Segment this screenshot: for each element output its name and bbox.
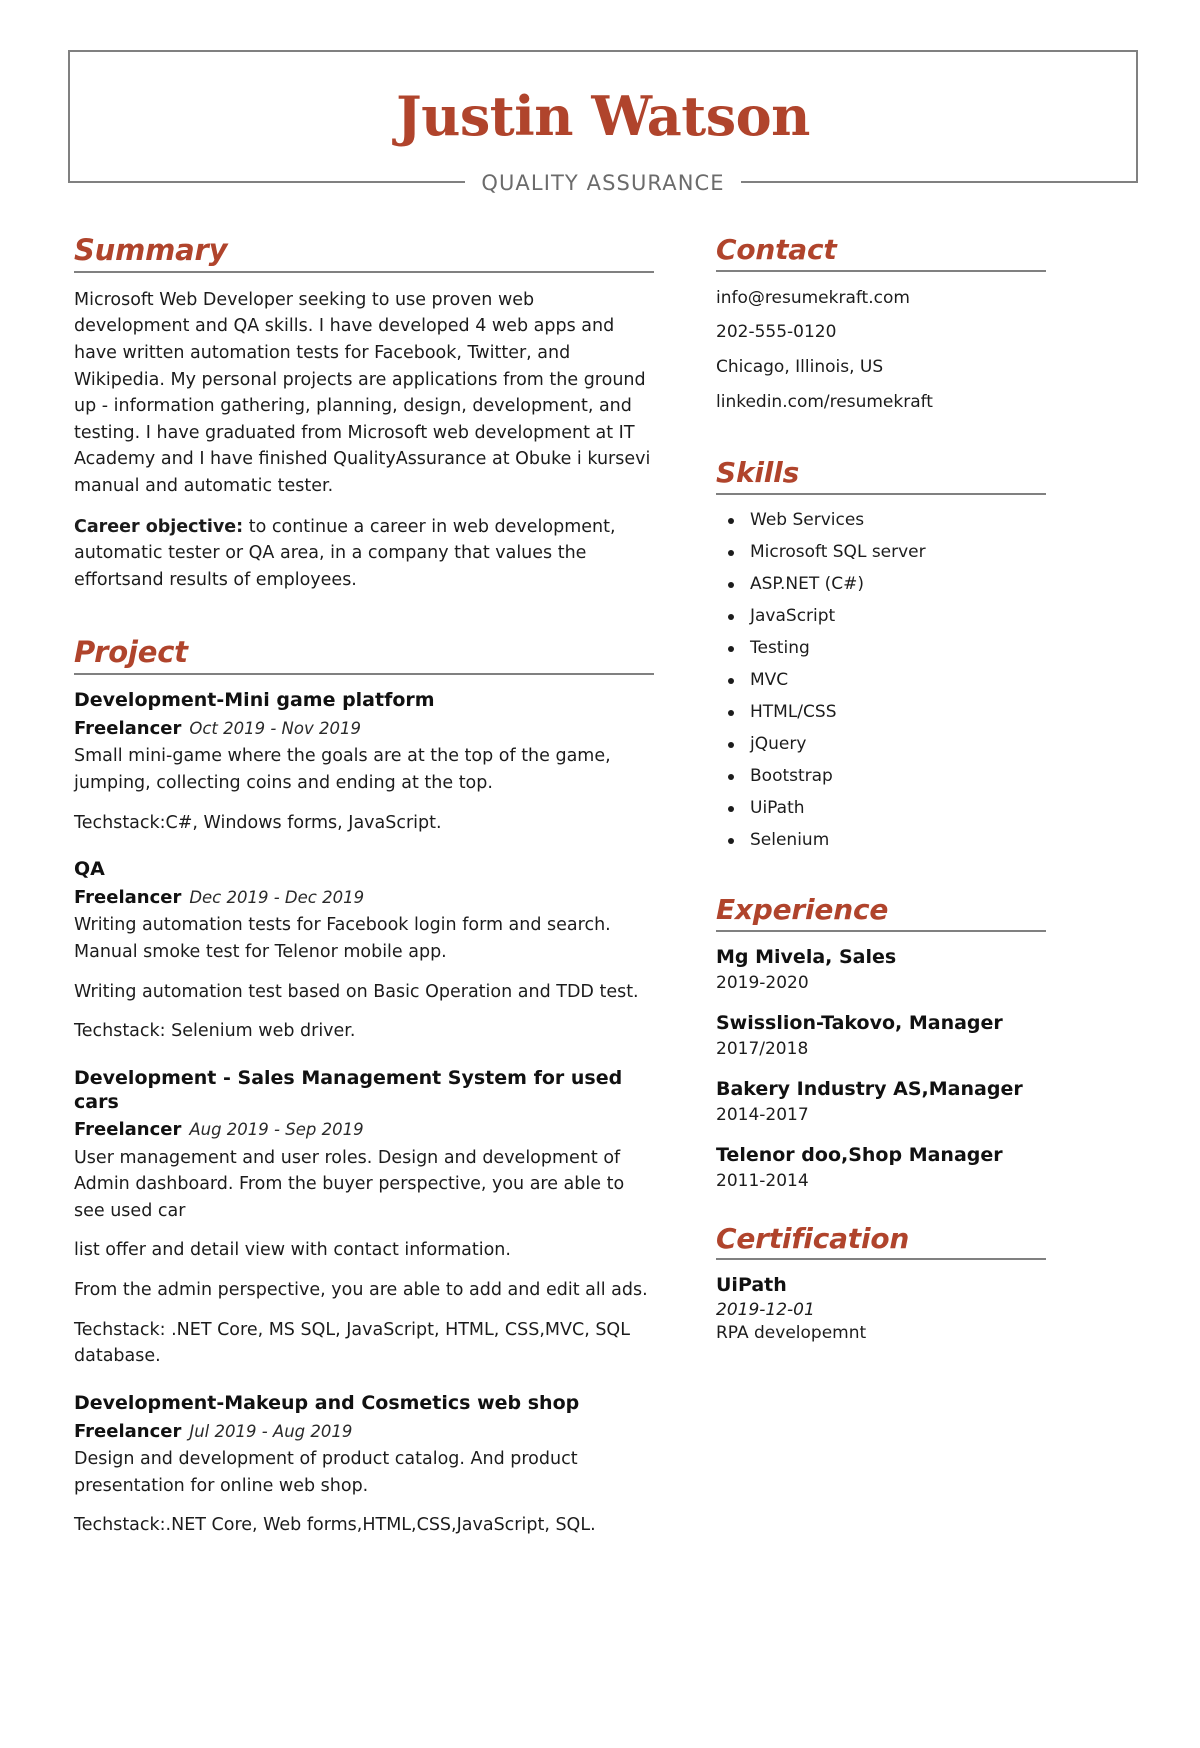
career-objective-label: Career objective: bbox=[74, 516, 244, 537]
experience-title: Telenor doo,Shop Manager bbox=[716, 1143, 1003, 1166]
project-dates: Jul 2019 - Aug 2019 bbox=[189, 1421, 353, 1441]
experience-entry bbox=[716, 946, 1046, 994]
skill-item: Selenium bbox=[720, 829, 1046, 852]
section-summary bbox=[74, 235, 654, 593]
project-dates: Dec 2019 - Dec 2019 bbox=[189, 887, 365, 907]
experience-title: Mg Mivela, Sales bbox=[716, 946, 897, 969]
skill-item: Testing bbox=[720, 637, 1046, 660]
project-entry bbox=[74, 1067, 654, 1370]
contact-location: Chicago, Illinois, US bbox=[716, 357, 884, 378]
skill-item: Web Services bbox=[720, 509, 1046, 532]
skill-item: UiPath bbox=[720, 797, 1046, 820]
project-title: Development-Mini game platform bbox=[74, 689, 435, 712]
project-description: Design and development of product catalog. And product presentation for online web shop. bbox=[74, 1448, 578, 1496]
left-column bbox=[74, 235, 678, 1561]
candidate-name: Justin Watson bbox=[396, 84, 810, 148]
project-meta bbox=[74, 1118, 654, 1141]
resume-page bbox=[0, 50, 1200, 1748]
skills-heading: Skills bbox=[716, 458, 1046, 495]
project-techstack: Techstack:C#, Windows forms, JavaScript. bbox=[74, 812, 442, 833]
certification-title: UiPath bbox=[716, 1274, 787, 1297]
project-description: User management and user roles. Design and development of Admin dashboard. From the buyer perspective, you are able to see used car bbox=[74, 1147, 625, 1221]
certification-date: 2019-12-01 bbox=[716, 1300, 815, 1321]
project-role: Freelancer bbox=[74, 1119, 182, 1141]
project-extra: Writing automation test based on Basic Operation and TDD test. bbox=[74, 981, 639, 1002]
project-heading: Project bbox=[74, 637, 654, 675]
right-column bbox=[716, 235, 1046, 1367]
experience-entry bbox=[716, 1144, 1046, 1192]
skills-list bbox=[716, 509, 1046, 851]
project-meta bbox=[74, 1420, 654, 1443]
project-role: Freelancer bbox=[74, 886, 182, 908]
career-objective bbox=[74, 514, 654, 594]
experience-dates: 2014-2017 bbox=[716, 1104, 809, 1125]
project-techstack: Techstack: .NET Core, MS SQL, JavaScript, HTML, CSS,MVC, SQL database. bbox=[74, 1319, 630, 1367]
project-entry bbox=[74, 689, 654, 836]
resume-header bbox=[68, 50, 1138, 195]
skill-item: Microsoft SQL server bbox=[720, 541, 1046, 564]
job-title: QUALITY ASSURANCE bbox=[465, 171, 740, 195]
contact-heading: Contact bbox=[716, 235, 1046, 272]
section-project bbox=[74, 637, 654, 1538]
certification-heading: Certification bbox=[716, 1224, 1046, 1261]
section-skills bbox=[716, 458, 1046, 851]
experience-dates: 2017/2018 bbox=[716, 1038, 809, 1059]
section-contact bbox=[716, 235, 1046, 414]
project-title: QA bbox=[74, 858, 105, 881]
project-title: Development-Makeup and Cosmetics web shop bbox=[74, 1391, 580, 1414]
skill-item: Bootstrap bbox=[720, 765, 1046, 788]
skill-item: jQuery bbox=[720, 733, 1046, 756]
project-dates: Aug 2019 - Sep 2019 bbox=[189, 1120, 364, 1140]
contact-email[interactable]: info@resumekraft.com bbox=[716, 287, 910, 308]
project-techstack: Techstack:.NET Core, Web forms,HTML,CSS,JavaScript, SQL. bbox=[74, 1515, 596, 1536]
project-extra: list offer and detail view with contact information. bbox=[74, 1240, 511, 1261]
contact-linkedin[interactable]: linkedin.com/resumekraft bbox=[716, 391, 933, 412]
project-meta bbox=[74, 886, 654, 909]
experience-heading: Experience bbox=[716, 895, 1046, 932]
summary-paragraph: Microsoft Web Developer seeking to use proven web development and QA skills. I have developed 4 web apps and have written automation tests for Facebook, Twitter, and Wikipedia. My personal projects are applications from the ground up - information gathering, planning, design, development, and testing. I have graduated from Microsoft web development at IT Academy and I have finished QualityAssurance at Obuke i kursevi manual and automatic tester. bbox=[74, 289, 651, 497]
section-certification bbox=[716, 1221, 1046, 1346]
project-description: Small mini-game where the goals are at the top of the game, jumping, collecting coins and ending at the top. bbox=[74, 746, 611, 794]
project-entry bbox=[74, 1392, 654, 1539]
experience-dates: 2011-2014 bbox=[716, 1170, 809, 1191]
resume-body bbox=[0, 235, 1200, 1561]
career-objective-text: to continue a career in web development, automatic tester or QA area, in a company that values the effortsand results of employees. bbox=[74, 516, 616, 590]
project-extra-2: From the admin perspective, you are able to add and edit all ads. bbox=[74, 1280, 648, 1301]
project-entry bbox=[74, 858, 654, 1045]
experience-title: Bakery Industry AS,Manager bbox=[716, 1077, 1023, 1100]
skill-item: JavaScript bbox=[720, 605, 1046, 628]
project-dates: Oct 2019 - Nov 2019 bbox=[189, 719, 361, 739]
skill-item: HTML/CSS bbox=[720, 701, 1046, 724]
summary-heading: Summary bbox=[74, 235, 654, 273]
experience-entry bbox=[716, 1012, 1046, 1060]
section-experience bbox=[716, 895, 1046, 1191]
job-title-wrap bbox=[70, 171, 1136, 195]
contact-phone[interactable]: 202-555-0120 bbox=[716, 322, 837, 343]
project-title: Development - Sales Management System for used cars bbox=[74, 1066, 623, 1113]
experience-entry bbox=[716, 1078, 1046, 1126]
experience-title: Swisslion-Takovo, Manager bbox=[716, 1012, 1003, 1035]
project-meta bbox=[74, 717, 654, 740]
project-techstack: Techstack: Selenium web driver. bbox=[74, 1021, 356, 1042]
project-description: Writing automation tests for Facebook login form and search. Manual smoke test for Telenor mobile app. bbox=[74, 915, 611, 962]
project-role: Freelancer bbox=[74, 1420, 182, 1442]
experience-dates: 2019-2020 bbox=[716, 973, 809, 994]
project-role: Freelancer bbox=[74, 718, 182, 740]
skill-item: MVC bbox=[720, 669, 1046, 692]
contact-list bbox=[716, 286, 1046, 415]
certification-description: RPA developemnt bbox=[716, 1323, 867, 1344]
skill-item: ASP.NET (C#) bbox=[720, 573, 1046, 596]
